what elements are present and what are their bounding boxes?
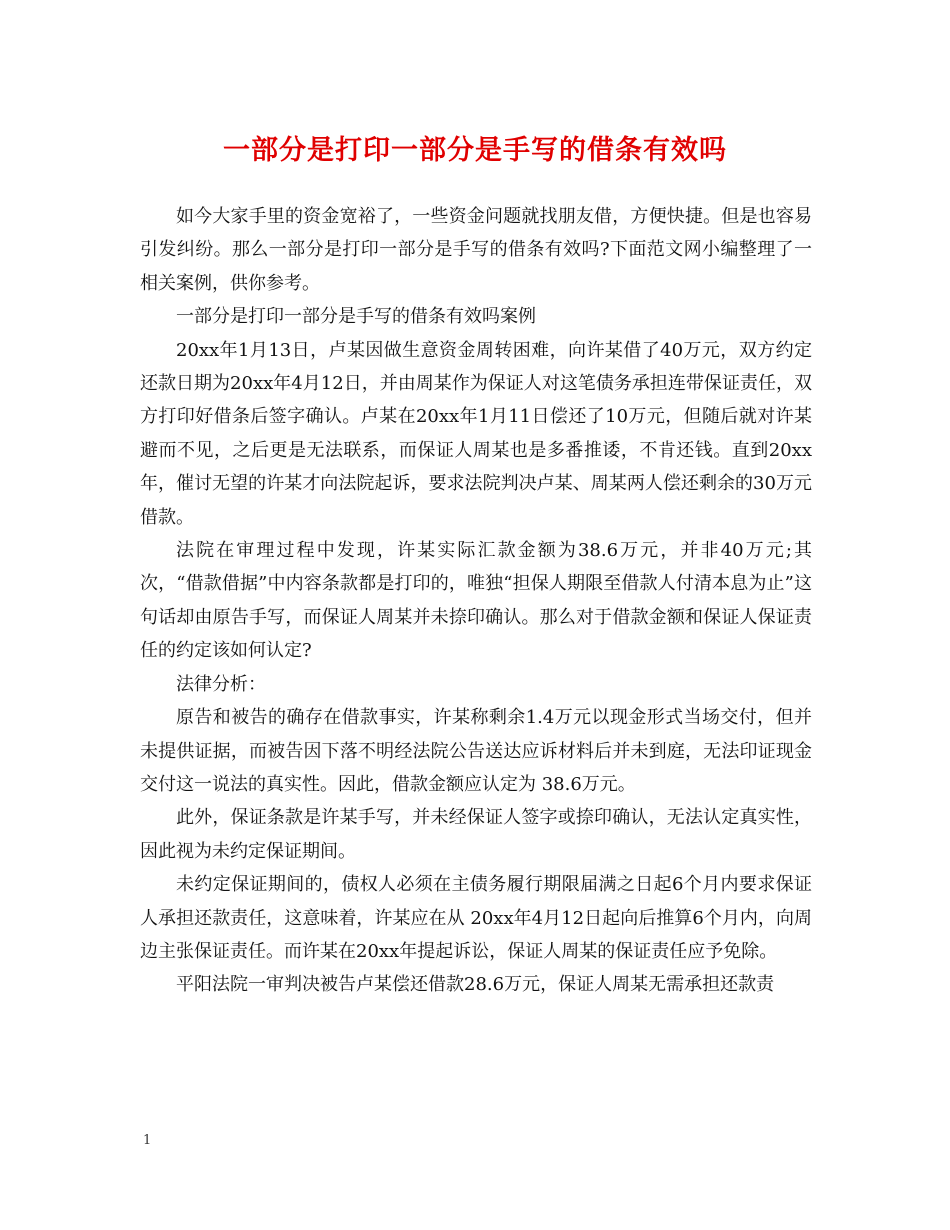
- paragraph-guarantee-clause: 此外，保证条款是许某手写，并未经保证人签字或捺印确认，无法认定真实性，因此视为未约定保证期间。: [140, 807, 812, 862]
- paragraph-intro: 如今大家手里的资金宽裕了，一些资金问题就找朋友借，方便快捷。但是也容易引发纠纷。那么一部分是打印一部分是手写的借条有效吗?下面范文网小编整理了一相关案例，供你参考。: [140, 206, 812, 294]
- paragraph-case-heading: 一部分是打印一部分是手写的借条有效吗案例: [176, 306, 536, 328]
- paragraph-judgment: 平阳法院一审判决被告卢某偿还借款28.6万元，保证人周某无需承担还款责: [176, 974, 775, 996]
- paragraph-loan-amount-analysis: 原告和被告的确存在借款事实，许某称剩余1.4万元以现金形式当场交付，但并未提供证据，而被告因下落不明经法院公告送达应诉材料后并未到庭，无法印证现金交付这一说法的真实性。因此，借款金额应认定为 38.6万元。: [140, 707, 812, 795]
- paragraph-court-findings: 法院在审理过程中发现，许某实际汇款金额为38.6万元，并非40万元;其次，“借款借据”中内容条款都是打印的，唯独“担保人期限至借款人付清本息为止”这句话却由原告手写，而保证人周某并未捺印确认。那么对于借款金额和保证人保证责任的约定该如何认定?: [140, 540, 812, 662]
- page-number: 1: [143, 1133, 152, 1148]
- document-title: 一部分是打印一部分是手写的借条有效吗: [223, 135, 727, 166]
- paragraph-case-facts: 20xx年1月13日，卢某因做生意资金周转困难，向许某借了40万元，双方约定还款日期为20xx年4月12日，并由周某作为保证人对这笔债务承担连带保证责任，双方打印好借条后签字确认。卢某在20xx年1月11日偿还了10万元，但随后就对许某避而不见，之后更是无法联系，而保证人周某也是多番推诿，不肯还钱。直到20xx年，催讨无望的许某才向法院起诉，要求法院判决卢某、周某两人偿还剩余的30万元借款。: [140, 339, 812, 528]
- paragraph-guarantee-period: 未约定保证期间的，债权人必须在主债务履行期限届满之日起6个月内要求保证人承担还款责任，这意味着，许某应在从 20xx年4月12日起向后推算6个月内，向周边主张保证责任。而许某在20xx年提起诉讼，保证人周某的保证责任应予免除。: [140, 874, 812, 962]
- document-body: [140, 200, 812, 1002]
- paragraph-legal-analysis-heading: 法律分析：: [176, 673, 266, 695]
